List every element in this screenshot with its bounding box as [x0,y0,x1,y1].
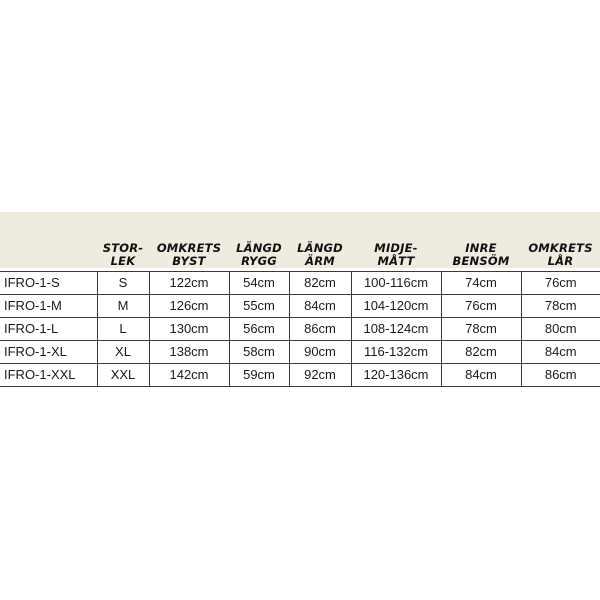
cell-model: IFRO-1-M [0,295,97,318]
cell-bust: 122cm [149,272,229,295]
cell-inseam: 76cm [441,295,521,318]
cell-back-length: 55cm [229,295,289,318]
header-bust: OMKRETS BYST [156,241,222,268]
cell-model: IFRO-1-S [0,272,97,295]
cell-back-length: 56cm [229,318,289,341]
cell-sleeve-length: 86cm [289,318,351,341]
header-thigh: OMKRETS LÅR [528,241,593,268]
cell-sleeve-length: 82cm [289,272,351,295]
cell-size: XXL [97,364,149,387]
header-size: STOR- LEK [102,241,144,268]
cell-inseam: 82cm [441,341,521,364]
cell-back-length: 54cm [229,272,289,295]
cell-waist: 104-120cm [351,295,441,318]
cell-sleeve-length: 84cm [289,295,351,318]
header-row [0,212,600,272]
cell-bust: 126cm [149,295,229,318]
header-inseam: INRE BENSÖM [452,241,510,268]
cell-inseam: 74cm [441,272,521,295]
cell-bust: 130cm [149,318,229,341]
header-back-length: LÄNGD RYGG [236,241,282,268]
header-waist: MIDJE- MÅTT [374,241,418,268]
cell-waist: 108-124cm [351,318,441,341]
table-row [0,341,600,364]
cell-sleeve-length: 90cm [289,341,351,364]
table-row [0,364,600,387]
cell-thigh: 78cm [521,295,600,318]
cell-waist: 120-136cm [351,364,441,387]
size-chart-table [0,212,600,387]
cell-size: M [97,295,149,318]
cell-model: IFRO-1-XL [0,341,97,364]
cell-size: XL [97,341,149,364]
cell-bust: 138cm [149,341,229,364]
cell-thigh: 84cm [521,341,600,364]
cell-thigh: 76cm [521,272,600,295]
table-row [0,272,600,295]
cell-size: S [97,272,149,295]
header-sleeve-length: LÄNGD ÄRM [297,241,343,268]
cell-thigh: 86cm [521,364,600,387]
cell-back-length: 58cm [229,341,289,364]
cell-model: IFRO-1-XXL [0,364,97,387]
table-row [0,318,600,341]
cell-thigh: 80cm [521,318,600,341]
table-row [0,295,600,318]
cell-size: L [97,318,149,341]
cell-waist: 116-132cm [351,341,441,364]
cell-waist: 100-116cm [351,272,441,295]
cell-back-length: 59cm [229,364,289,387]
header-model [0,212,97,272]
cell-bust: 142cm [149,364,229,387]
cell-model: IFRO-1-L [0,318,97,341]
cell-sleeve-length: 92cm [289,364,351,387]
cell-inseam: 78cm [441,318,521,341]
cell-inseam: 84cm [441,364,521,387]
